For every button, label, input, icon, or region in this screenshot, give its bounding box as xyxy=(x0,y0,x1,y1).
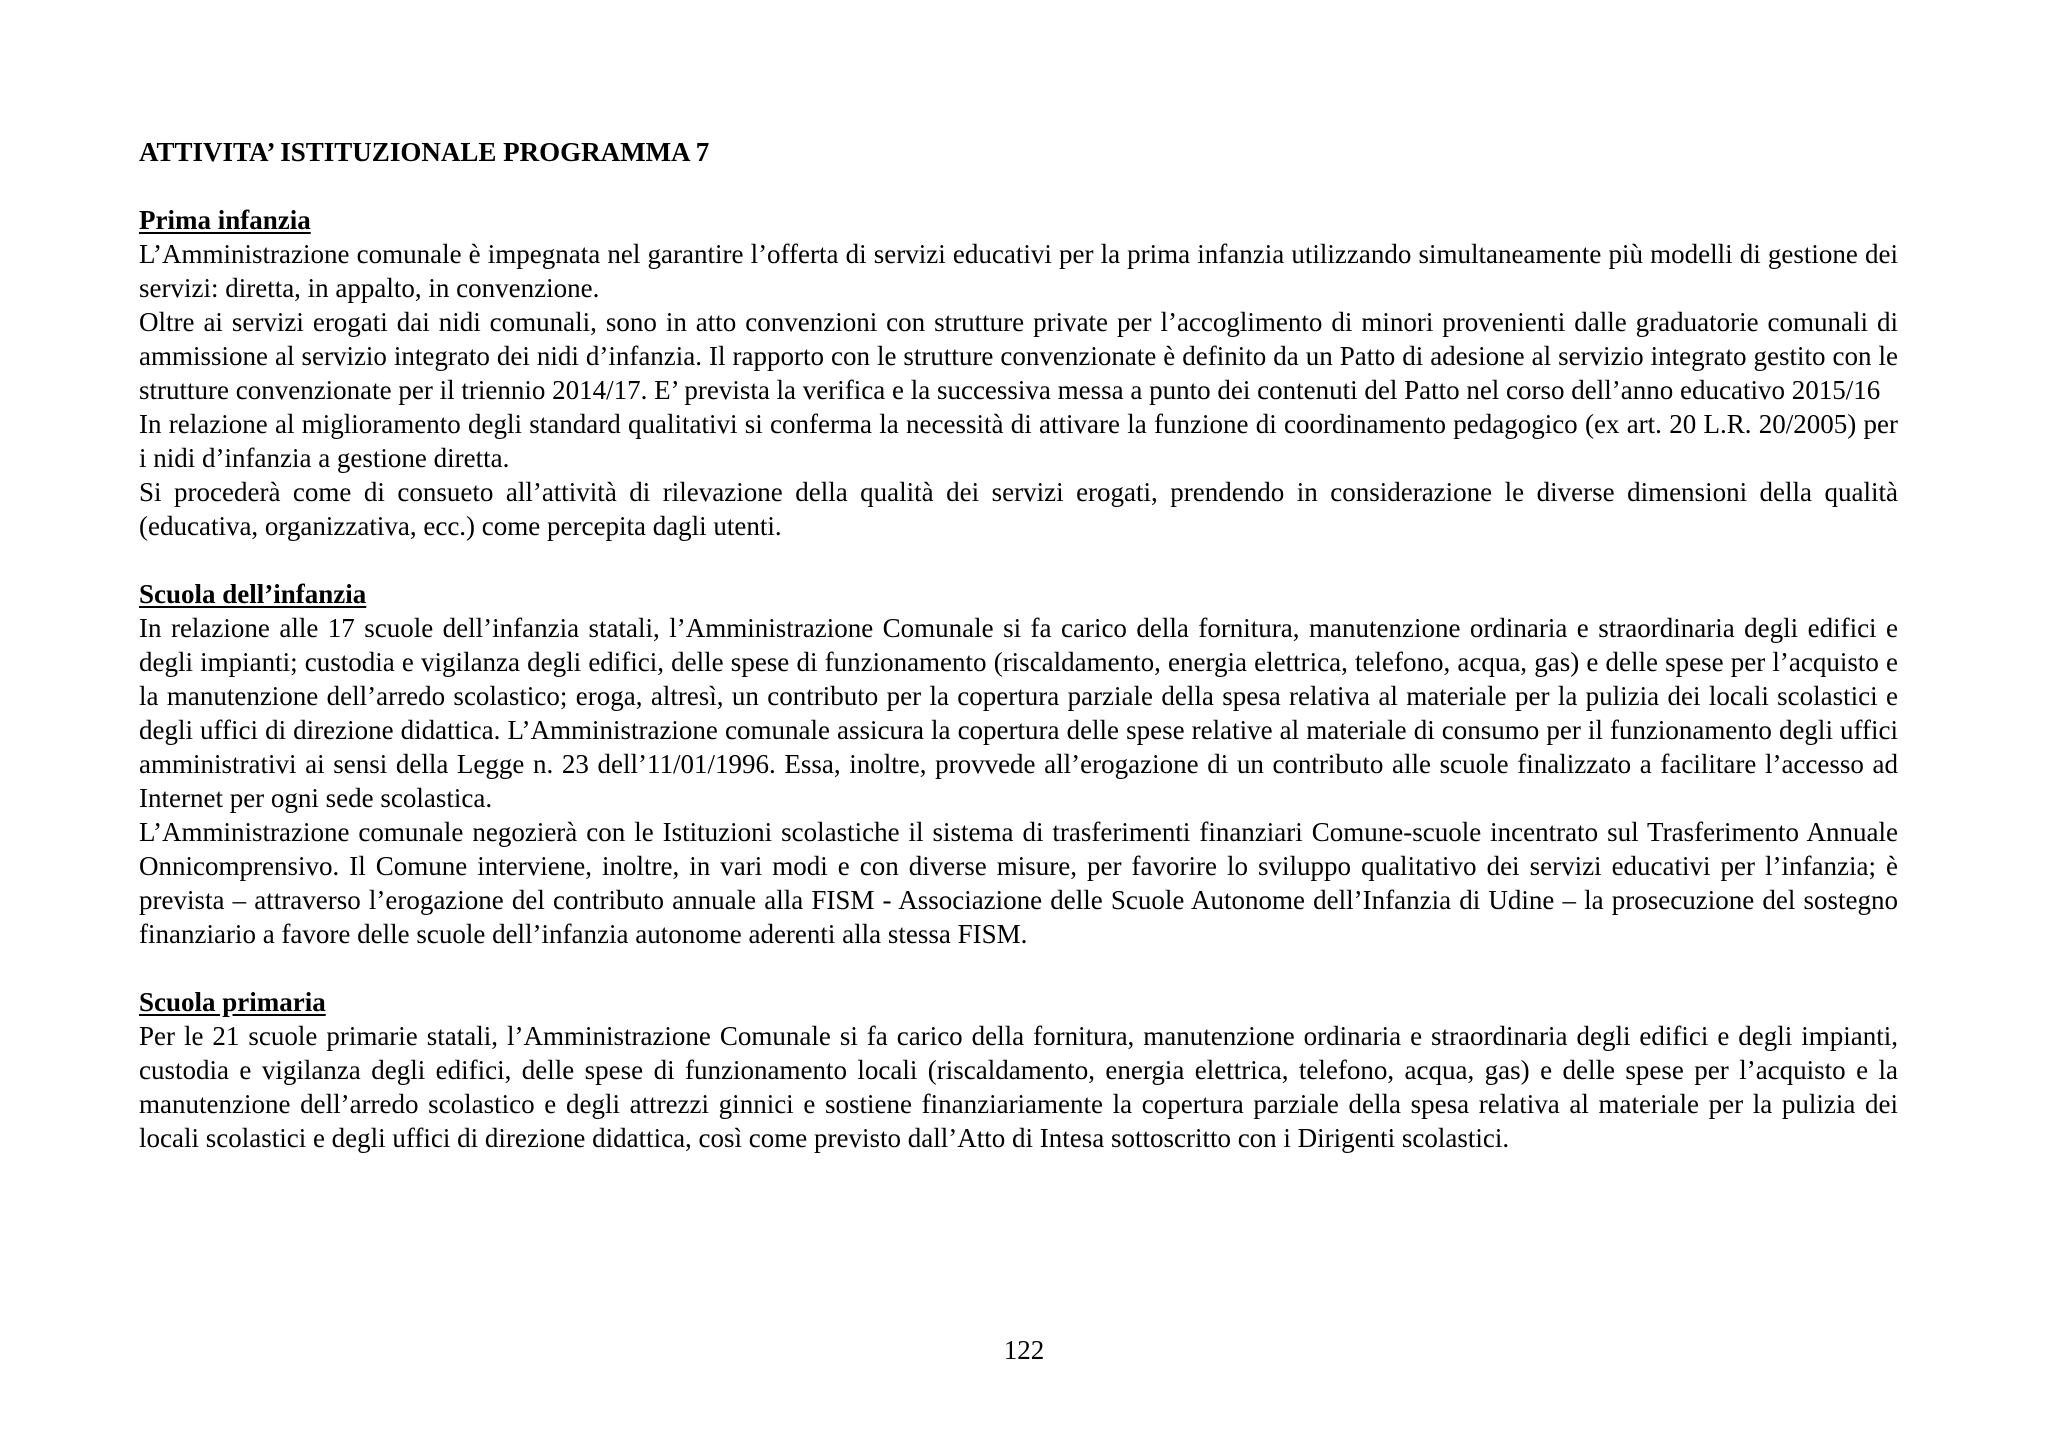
section-heading: Scuola dell’infanzia xyxy=(139,579,367,609)
paragraph: In relazione al miglioramento degli standard qualitativi si conferma la necessità di attivare la funzione di coordinamento pedagogico (ex art. 20 L.R. 20/2005) per i nidi d’infanzia a gestione diretta. xyxy=(139,409,1898,473)
paragraph: Per le 21 scuole primarie statali, l’Amministrazione Comunale si fa carico della fornitura, manutenzione ordinaria e straordinaria degli edifici e degli impianti, custodia e vigilanza degli edifici, delle spese di funzionamento locali (riscaldamento, energia elettrica, telefono, acqua, gas) e delle spese per l’acquisto e la manutenzione dell’arredo scolastico e degli attrezzi ginnici e sostiene finanziariamente la copertura parziale della spesa relativa al materiale per la pulizia dei locali scolastici e degli uffici di direzione didattica, così come previsto dall’Atto di Intesa sottoscritto con i Dirigenti scolastici. xyxy=(139,1021,1898,1153)
paragraph: L’Amministrazione comunale è impegnata nel garantire l’offerta di servizi educativi per la prima infanzia utilizzando simultaneamente più modelli di gestione dei servizi: diretta, in appalto, in convenzione. xyxy=(139,239,1898,303)
section-heading: Prima infanzia xyxy=(139,205,311,235)
paragraph: In relazione alle 17 scuole dell’infanzia statali, l’Amministrazione Comunale si fa carico della fornitura, manutenzione ordinaria e straordinaria degli edifici e degli impianti; custodia e vigilanza degli edifici, delle spese di funzionamento (riscaldamento, energia elettrica, telefono, acqua, gas) e delle spese per l’acquisto e la manutenzione dell’arredo scolastico; eroga, altresì, un contributo per la copertura parziale della spesa relativa al materiale per la pulizia dei locali scolastici e degli uffici di direzione didattica. L’Amministrazione comunale assicura la copertura delle spese relative al materiale di consumo per il funzionamento degli uffici amministrativi ai sensi della Legge n. 23 dell’11/01/1996. Essa, inoltre, provvede all’erogazione di un contributo alle scuole finalizzato a facilitare l’accesso ad Internet per ogni sede scolastica. xyxy=(139,613,1898,813)
paragraph: L’Amministrazione comunale negozierà con le Istituzioni scolastiche il sistema di trasferimenti finanziari Comune-scuole incentrato sul Trasferimento Annuale Onnicomprensivo. Il Comune interviene, inoltre, in vari modi e con diverse misure, per favorire lo sviluppo qualitativo dei servizi educativi per l’infanzia; è prevista – attraverso l’erogazione del contributo annuale alla FISM - Associazione delle Scuole Autonome dell’Infanzia di Udine – la prosecuzione del sostegno finanziario a favore delle scuole dell’infanzia autonome aderenti alla stessa FISM. xyxy=(139,817,1898,949)
paragraph: Si procederà come di consueto all’attività di rilevazione della qualità dei servizi erogati, prendendo in considerazione le diverse dimensioni della qualità (educativa, organizzativa, ecc.) come percepita dagli utenti. xyxy=(139,477,1898,541)
paragraph: Oltre ai servizi erogati dai nidi comunali, sono in atto convenzioni con strutture private per l’accoglimento di minori provenienti dalle graduatorie comunali di ammissione al servizio integrato dei nidi d’infanzia. Il rapporto con le strutture convenzionate è definito da un Patto di adesione al servizio integrato gestito con le strutture convenzionate per il triennio 2014/17. E’ prevista la verifica e la successiva messa a punto dei contenuti del Patto nel corso dell’anno educativo 2015/16 xyxy=(139,307,1898,405)
section-heading: Scuola primaria xyxy=(139,987,326,1017)
document-title: ATTIVITA’ ISTITUZIONALE PROGRAMMA 7 xyxy=(139,137,710,167)
section-scuola-primaria xyxy=(139,985,1898,1155)
section-scuola-infanzia xyxy=(139,577,1898,951)
document-page xyxy=(139,135,1898,1189)
section-prima-infanzia xyxy=(139,203,1898,543)
page-number: 122 xyxy=(1003,1335,1045,1365)
